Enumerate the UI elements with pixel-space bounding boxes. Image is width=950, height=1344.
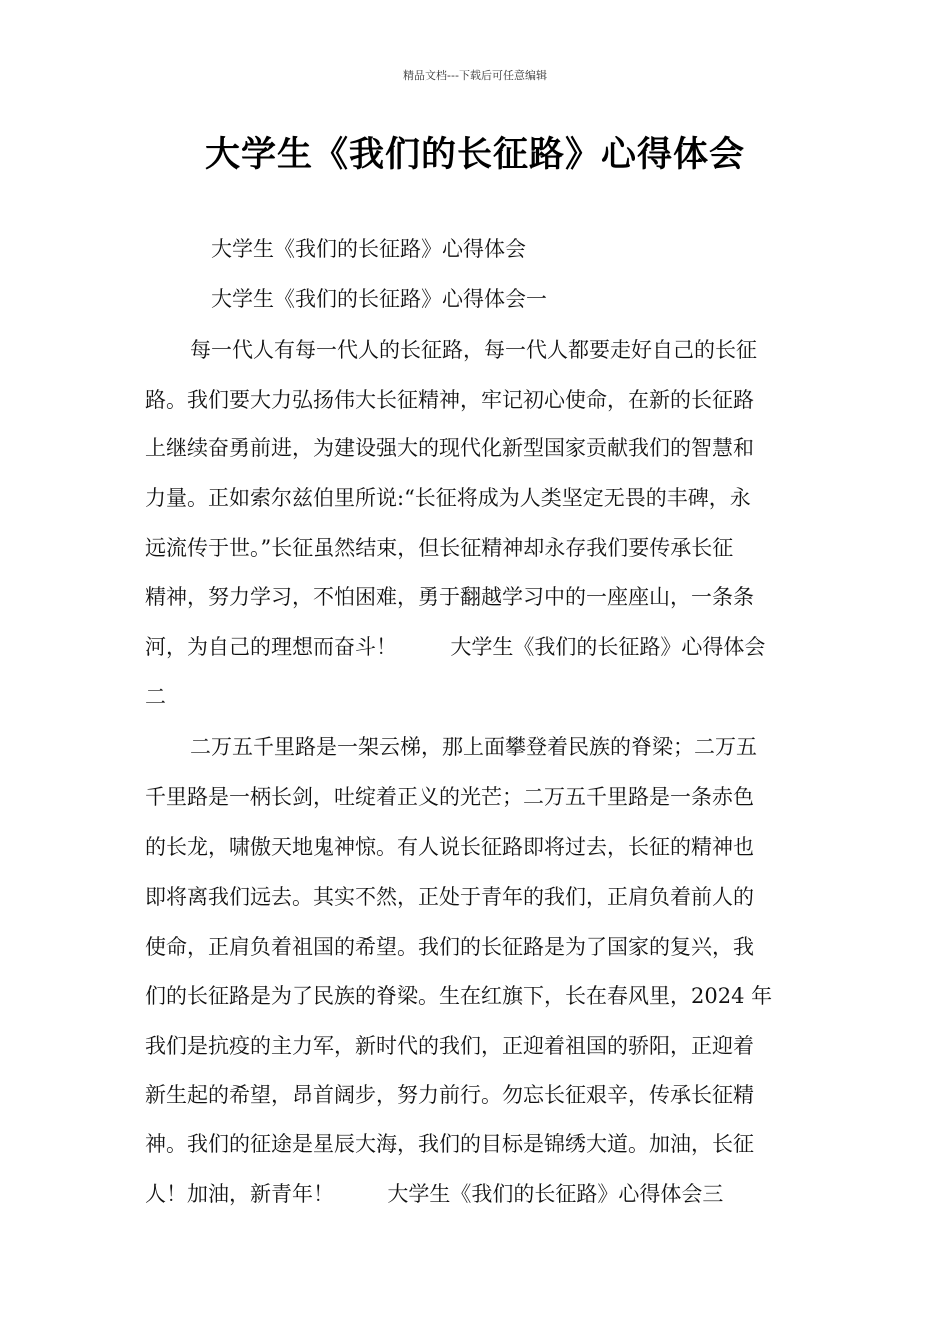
header-note: 精品文档---下载后可任意编辑: [403, 69, 547, 82]
paragraph-line: 二万五千里路是一架云梯，那上面攀登着民族的脊梁；二万五: [190, 735, 757, 759]
paragraph-line: 千里路是一柄长剑，吐绽着正义的光芒；二万五千里路是一条赤色: [145, 785, 754, 809]
paragraph-line: 新生起的希望，昂首阔步，努力前行。勿忘长征艰辛，传承长征精: [145, 1083, 754, 1107]
paragraph-line: 们的长征路是为了民族的脊梁。生在红旗下，长在春风里，2024 年: [145, 984, 773, 1008]
paragraph-line: 力量。正如索尔兹伯里所说:“长征将成为人类坚定无畏的丰碑，永: [145, 486, 751, 510]
paragraph-line: 神。我们的征途是星辰大海，我们的目标是锦绣大道。加油，长征: [145, 1132, 754, 1156]
paragraph-line: 精神，努力学习，不怕困难，勇于翻越学习中的一座座山，一条条: [145, 585, 754, 609]
paragraph-line: 远流传于世。”长征虽然结束，但长征精神却永存我们要传承长征: [145, 536, 734, 560]
paragraph-line: 我们是抗疫的主力军，新时代的我们，正迎着祖国的骄阳，正迎着: [145, 1034, 754, 1058]
paragraph-line: 即将离我们远去。其实不然，正处于青年的我们，正肩负着前人的: [145, 885, 754, 909]
paragraph-line: 使命，正肩负着祖国的希望。我们的长征路是为了国家的复兴，我: [145, 935, 754, 959]
paragraph-line: 每一代人有每一代人的长征路，每一代人都要走好自己的长征: [190, 338, 757, 362]
paragraph-line: 上继续奋勇前进，为建设强大的现代化新型国家贡献我们的智慧和: [145, 436, 754, 460]
paragraph-line: 人！加油，新青年！ 大学生《我们的长征路》心得体会三: [145, 1182, 724, 1206]
document-title: 大学生《我们的长征路》心得体会: [204, 135, 745, 175]
subheading-1: 大学生《我们的长征路》心得体会: [211, 237, 526, 261]
paragraph-line: 河，为自己的理想而奋斗！ 大学生《我们的长征路》心得体会: [145, 635, 766, 659]
paragraph-line: 二: [145, 685, 166, 709]
subheading-2: 大学生《我们的长征路》心得体会一: [211, 287, 547, 311]
paragraph-line: 的长龙，啸傲天地鬼神惊。有人说长征路即将过去，长征的精神也: [145, 835, 754, 859]
paragraph-line: 路。我们要大力弘扬伟大长征精神，牢记初心使命，在新的长征路: [145, 388, 754, 412]
